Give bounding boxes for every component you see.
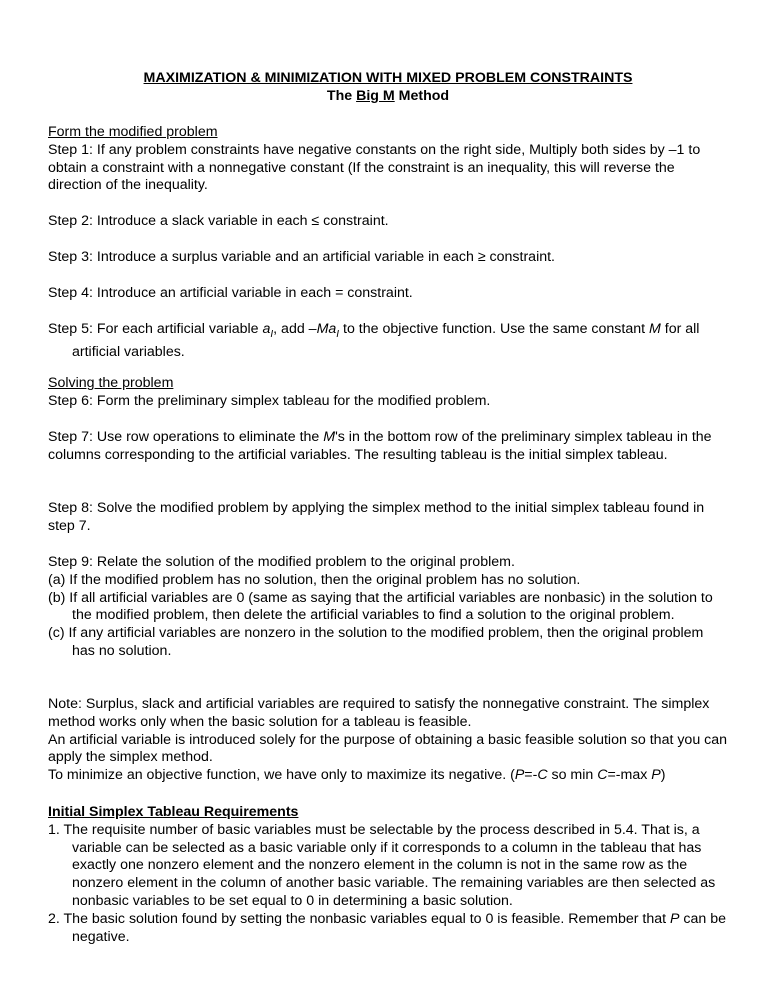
step-9	[48, 554, 728, 661]
requirement-2	[48, 911, 728, 947]
note-3-a: To minimize an objective function, we have only to maximize its negative. (	[48, 767, 515, 784]
step-3	[48, 249, 728, 267]
step-9b: (b) If all artificial variables are 0 (same as saying that the artificial variables are nonbasic) in the solution to the modified problem, then delete the artificial variables to find a solution to the original problem.	[48, 589, 713, 624]
note-3-c: so min	[547, 767, 598, 784]
subtitle-pre: The	[326, 88, 357, 104]
step-5-part-d: for all artificial variables.	[72, 321, 700, 360]
note-3-d: =-max	[607, 767, 652, 784]
subtitle-underlined: Big M	[356, 88, 395, 104]
step-9-text: Step 9: Relate the solution of the modified problem to the original problem.	[48, 554, 515, 570]
step-8-text: Step 8: Solve the modified problem by applying the simplex method to the initial simplex tableau found in step 7.	[48, 500, 705, 534]
step-5-part-b: , add –	[273, 321, 317, 337]
note-3	[48, 767, 728, 785]
requirement-2-a: 2. The basic solution found by setting the nonbasic variables equal to 0 is feasible. Remember that	[48, 910, 670, 927]
step-7-text	[48, 429, 728, 465]
step-5-part-a: Step 5: For each artificial variable	[48, 321, 263, 337]
step-7-part-a: Step 7: Use row operations to eliminate the	[48, 429, 324, 445]
note-2: An artificial variable is introduced solely for the purpose of obtaining a basic feasible solution so that you can apply the simplex method.	[48, 731, 728, 766]
note-3-C2: C	[597, 767, 608, 784]
requirement-2-b: can be negative.	[72, 910, 727, 945]
step-1: Step 1: If any problem constraints have negative constants on the right side, Multiply both sides by –1 to obtain a constraint with a nonnegative constant (If the constraint is an inequality, this will reverse the direction of the inequality.	[48, 141, 701, 194]
note-3-P2: P	[651, 767, 661, 784]
note-3-C1: C	[537, 767, 548, 784]
step-6: Step 6: Form the preliminary simplex tableau for the modified problem.	[48, 392, 491, 409]
subtitle	[48, 88, 728, 106]
step-7-M: M	[323, 429, 336, 445]
note-3-e: )	[660, 767, 666, 784]
section-heading-requirements: Initial Simplex Tableau Requirements	[48, 804, 299, 820]
subtitle-post: Method	[394, 88, 450, 104]
requirement-2-P: P	[670, 910, 680, 927]
section-form-modified	[48, 124, 728, 195]
note-1: Note: Surplus, slack and artificial variables are required to satisfy the nonnegative constraint. The simplex method works only when the basic solution for a tableau is feasible.	[48, 696, 710, 730]
step-4	[48, 285, 728, 303]
step-7	[48, 429, 728, 465]
step-5-sub2: I	[336, 328, 340, 340]
step-5-text	[48, 321, 728, 361]
note-3-P1: P	[514, 767, 525, 784]
section-requirements	[48, 804, 728, 946]
requirement-1: 1. The requisite number of basic variables must be selectable by the process described in 5.4. That is, a variable can be selected as a basic variable only if it corresponds to a column in the tableau that has exactly one nonzero element and the nonzero element in the column is not in the same row as the nonzero element in the column of another basic variable. The remaining variables are then selected as nonbasic variables to be set equal to 0 in determining a basic solution.	[48, 821, 716, 909]
step-2	[48, 213, 728, 231]
section-heading-solving: Solving the problem	[48, 375, 174, 391]
section-heading-form: Form the modified problem	[48, 124, 218, 140]
step-4-text: Step 4: Introduce an artificial variable in each = constraint.	[48, 285, 413, 301]
step-5-var: a	[262, 321, 271, 337]
step-5-part-c: to the objective function. Use the same constant	[339, 321, 649, 337]
step-2-text: Step 2: Introduce a slack variable in each ≤ constraint.	[48, 213, 389, 229]
step-8	[48, 500, 728, 536]
step-5-var2: Ma	[316, 321, 337, 337]
step-5-M: M	[649, 321, 661, 337]
step-5	[48, 321, 728, 361]
note-3-b: =-	[524, 767, 538, 784]
step-7-part-b: 's in the bottom row of the preliminary simplex tableau in the columns corresponding to the artificial variables. The resulting tableau is the initial simplex tableau.	[48, 429, 712, 463]
step-3-text: Step 3: Introduce a surplus variable and an artificial variable in each ≥ constraint.	[48, 249, 555, 265]
main-title: MAXIMIZATION & MINIMIZATION WITH MIXED PROBLEM CONSTRAINTS	[143, 70, 633, 86]
step-9c: (c) If any artificial variables are nonzero in the solution to the modified problem, then the original problem has no solution.	[48, 625, 704, 659]
note-block	[48, 696, 728, 785]
step-9a: (a) If the modified problem has no solution, then the original problem has no solution.	[48, 571, 581, 588]
step-5-sub: I	[270, 328, 274, 340]
section-solving	[48, 375, 728, 411]
